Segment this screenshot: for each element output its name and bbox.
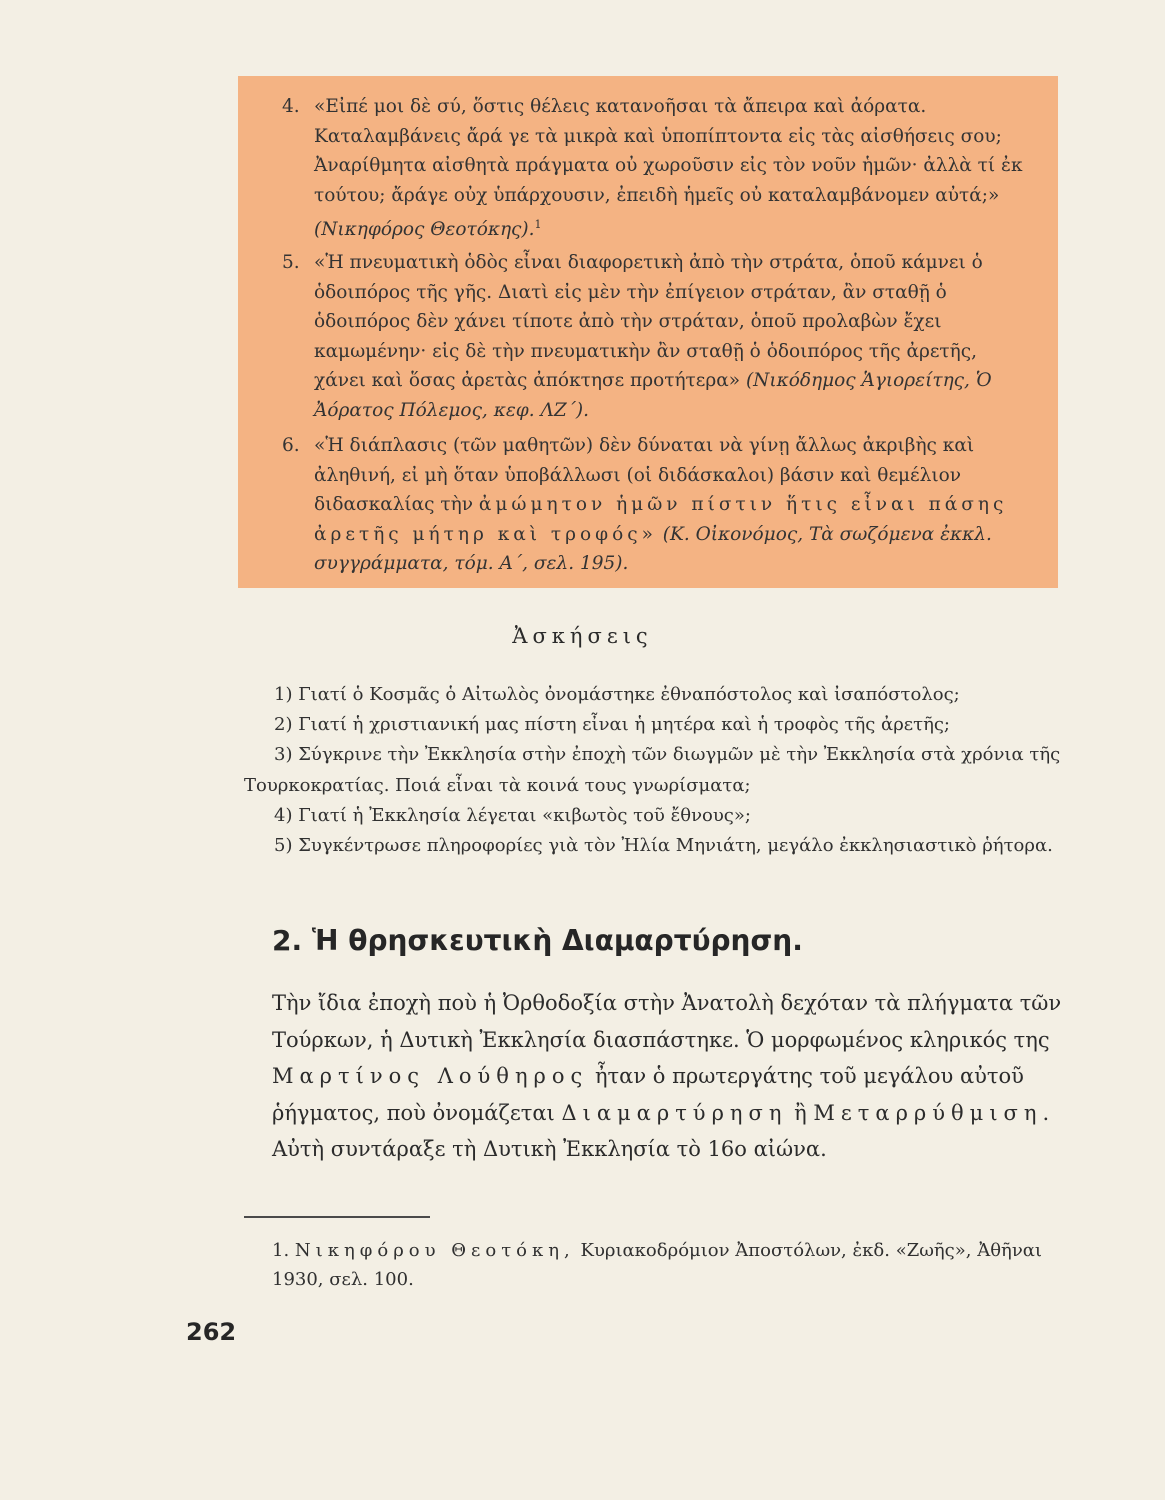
quote-item: [238, 92, 1028, 245]
paragraph-text: ἢ: [794, 1100, 807, 1125]
quote-item: [238, 248, 1028, 425]
quote-attribution: (Νικηφόρος Θεοτόκης).: [314, 219, 535, 241]
footnote-text: Κυριακοδρόμιον Ἀποστόλων, ἐκδ. «Ζωῆς», Ἀθῆναι 1930, σελ. 100.: [272, 1240, 1042, 1290]
quote-attribution: (Νικόδημος Ἁγιορείτης, Ὁ Ἀόρατος Πόλεμος, κεφ. ΛΖ΄).: [314, 370, 992, 421]
paragraph-text: ἦταν ὁ πρωτεργάτης τοῦ μεγάλου αὐτοῦ ῥήγματος, ποὺ ὀνομάζεται: [272, 1064, 1024, 1125]
quote-text: «Ἡ διάπλασις (τῶν μαθητῶν) δὲν δύναται νὰ γίνῃ ἄλλως ἀκριβὴς καὶ ἀληθινή, εἰ μὴ ὅταν ὑποβάλλωσι (οἱ διδάσκαλοι) βάσιν καὶ θεμέλιον διδασκαλίας τὴν: [314, 435, 975, 515]
term-spaced: Διαμαρτύρηση: [561, 1100, 788, 1125]
quote-item: [238, 431, 1028, 579]
quote-number: 4.: [282, 96, 300, 117]
section-paragraph: [272, 985, 1062, 1168]
footnote-author: Νικηφόρου Θεοτόκη,: [294, 1240, 575, 1261]
page-number: 262: [186, 1318, 237, 1346]
quote-box: [238, 76, 1058, 588]
exercises-title: Ἀσκήσεις: [512, 624, 653, 648]
exercise-item: 1) Γιατί ὁ Κοσμᾶς ὁ Αἰτωλὸς ὀνομάστηκε ἐθναπόστολος καὶ ἰσαπόστολος;: [274, 684, 960, 705]
quote-number: 5.: [282, 252, 300, 273]
footnote-number: 1.: [272, 1240, 290, 1261]
exercise-item: 3) Σύγκρινε τὴν Ἐκκλησία στὴν ἐποχὴ τῶν διωγμῶν μὲ τὴν Ἐκκλησία στὰ χρόνια τῆς Τουρκοκρατίας. Ποιά εἶναι τὰ κοινά τους γνωρίσματα;: [244, 744, 1061, 796]
footnote-rule: [244, 1216, 430, 1218]
footnote: [272, 1236, 1092, 1294]
person-name: Μαρτίνος Λούθηρος: [272, 1064, 589, 1088]
footnote-reference: 1: [534, 218, 542, 231]
exercise-item: 2) Γιατί ἡ χριστιανική μας πίστη εἶναι ἡ μητέρα καὶ ἡ τροφὸς τῆς ἀρετῆς;: [274, 714, 950, 735]
paragraph-text: Αὐτὴ συντάραξε τὴ Δυτικὴ Ἐκκλησία τὸ 16ο αἰώνα.: [272, 1137, 827, 1161]
section-title: 2. Ἡ θρησκευτικὴ Διαμαρτύρηση.: [272, 924, 803, 957]
quote-attribution: (Κ. Οἰκονόμος, Τὰ σωζόμενα ἐκκλ. συγγράμματα, τόμ. Α΄, σελ. 195).: [314, 523, 992, 574]
quote-spaced-text: ἀμώμητον ἡμῶν πίστιν ἥτις εἶναι πάσης ἀρετῆς μήτηρ καὶ τροφός»: [314, 494, 1008, 545]
exercise-item: 4) Γιατί ἡ Ἐκκλησία λέγεται «κιβωτὸς τοῦ ἔθνους»;: [274, 805, 751, 826]
quote-text: «Ἡ πνευματικὴ ὁδὸς εἶναι διαφορετικὴ ἀπὸ τὴν στράτα, ὁποῦ κάμνει ὁ ὁδοιπόρος τῆς γῆς. Διατὶ εἰς μὲν τὴν ἐπίγειον στράταν, ἂν σταθῇ ὁ ὁδοιπόρος δὲν χάνει τίποτε ἀπὸ τὴν στράταν, ὁποῦ προλαβὼν ἔχει καμωμένην· εἰς δὲ τὴν πνευματικὴν ἂν σταθῇ ὁ ὁδοιπόρος τῆς ἀρετῆς, χάνει καὶ ὅσας ἀρετὰς ἀπόκτησε προτήτερα»: [314, 252, 983, 391]
quote-number: 6.: [282, 435, 300, 456]
exercise-item: 5) Συγκέντρωσε πληροφορίες γιὰ τὸν Ἠλία Μηνιάτη, μεγάλο ἐκκλησιαστικὸ ῥήτορα.: [274, 835, 1053, 856]
quote-text: «Εἰπέ μοι δὲ σύ, ὅστις θέλεις κατανοῆσαι τὰ ἄπειρα καὶ ἀόρατα. Καταλαμβάνεις ἄρά γε τὰ μικρὰ καὶ ὑποπίπτοντα εἰς τὰς αἰσθήσεις σου; Ἀναρίθμητα αἰσθητὰ πράγματα οὐ χωροῦσιν εἰς τὸν νοῦν ἡμῶν· ἀλλὰ τί ἐκ τούτου; ἄράγε οὐχ ὑπάρχουσιν, ἐπειδὴ ἡμεῖς οὐ καταλαμβάνομεν αὐτά;»: [314, 96, 1023, 206]
term-spaced: Μεταρρύθμιση.: [813, 1100, 1056, 1125]
paragraph-text: Τὴν ἴδια ἐποχὴ ποὺ ἡ Ὀρθοδοξία στὴν Ἀνατολὴ δεχόταν τὰ πλήγματα τῶν Τούρκων, ἡ Δυτικὴ Ἐκκλησία διασπάστηκε. Ὁ μορφωμένος κληρικός της: [272, 991, 1062, 1052]
